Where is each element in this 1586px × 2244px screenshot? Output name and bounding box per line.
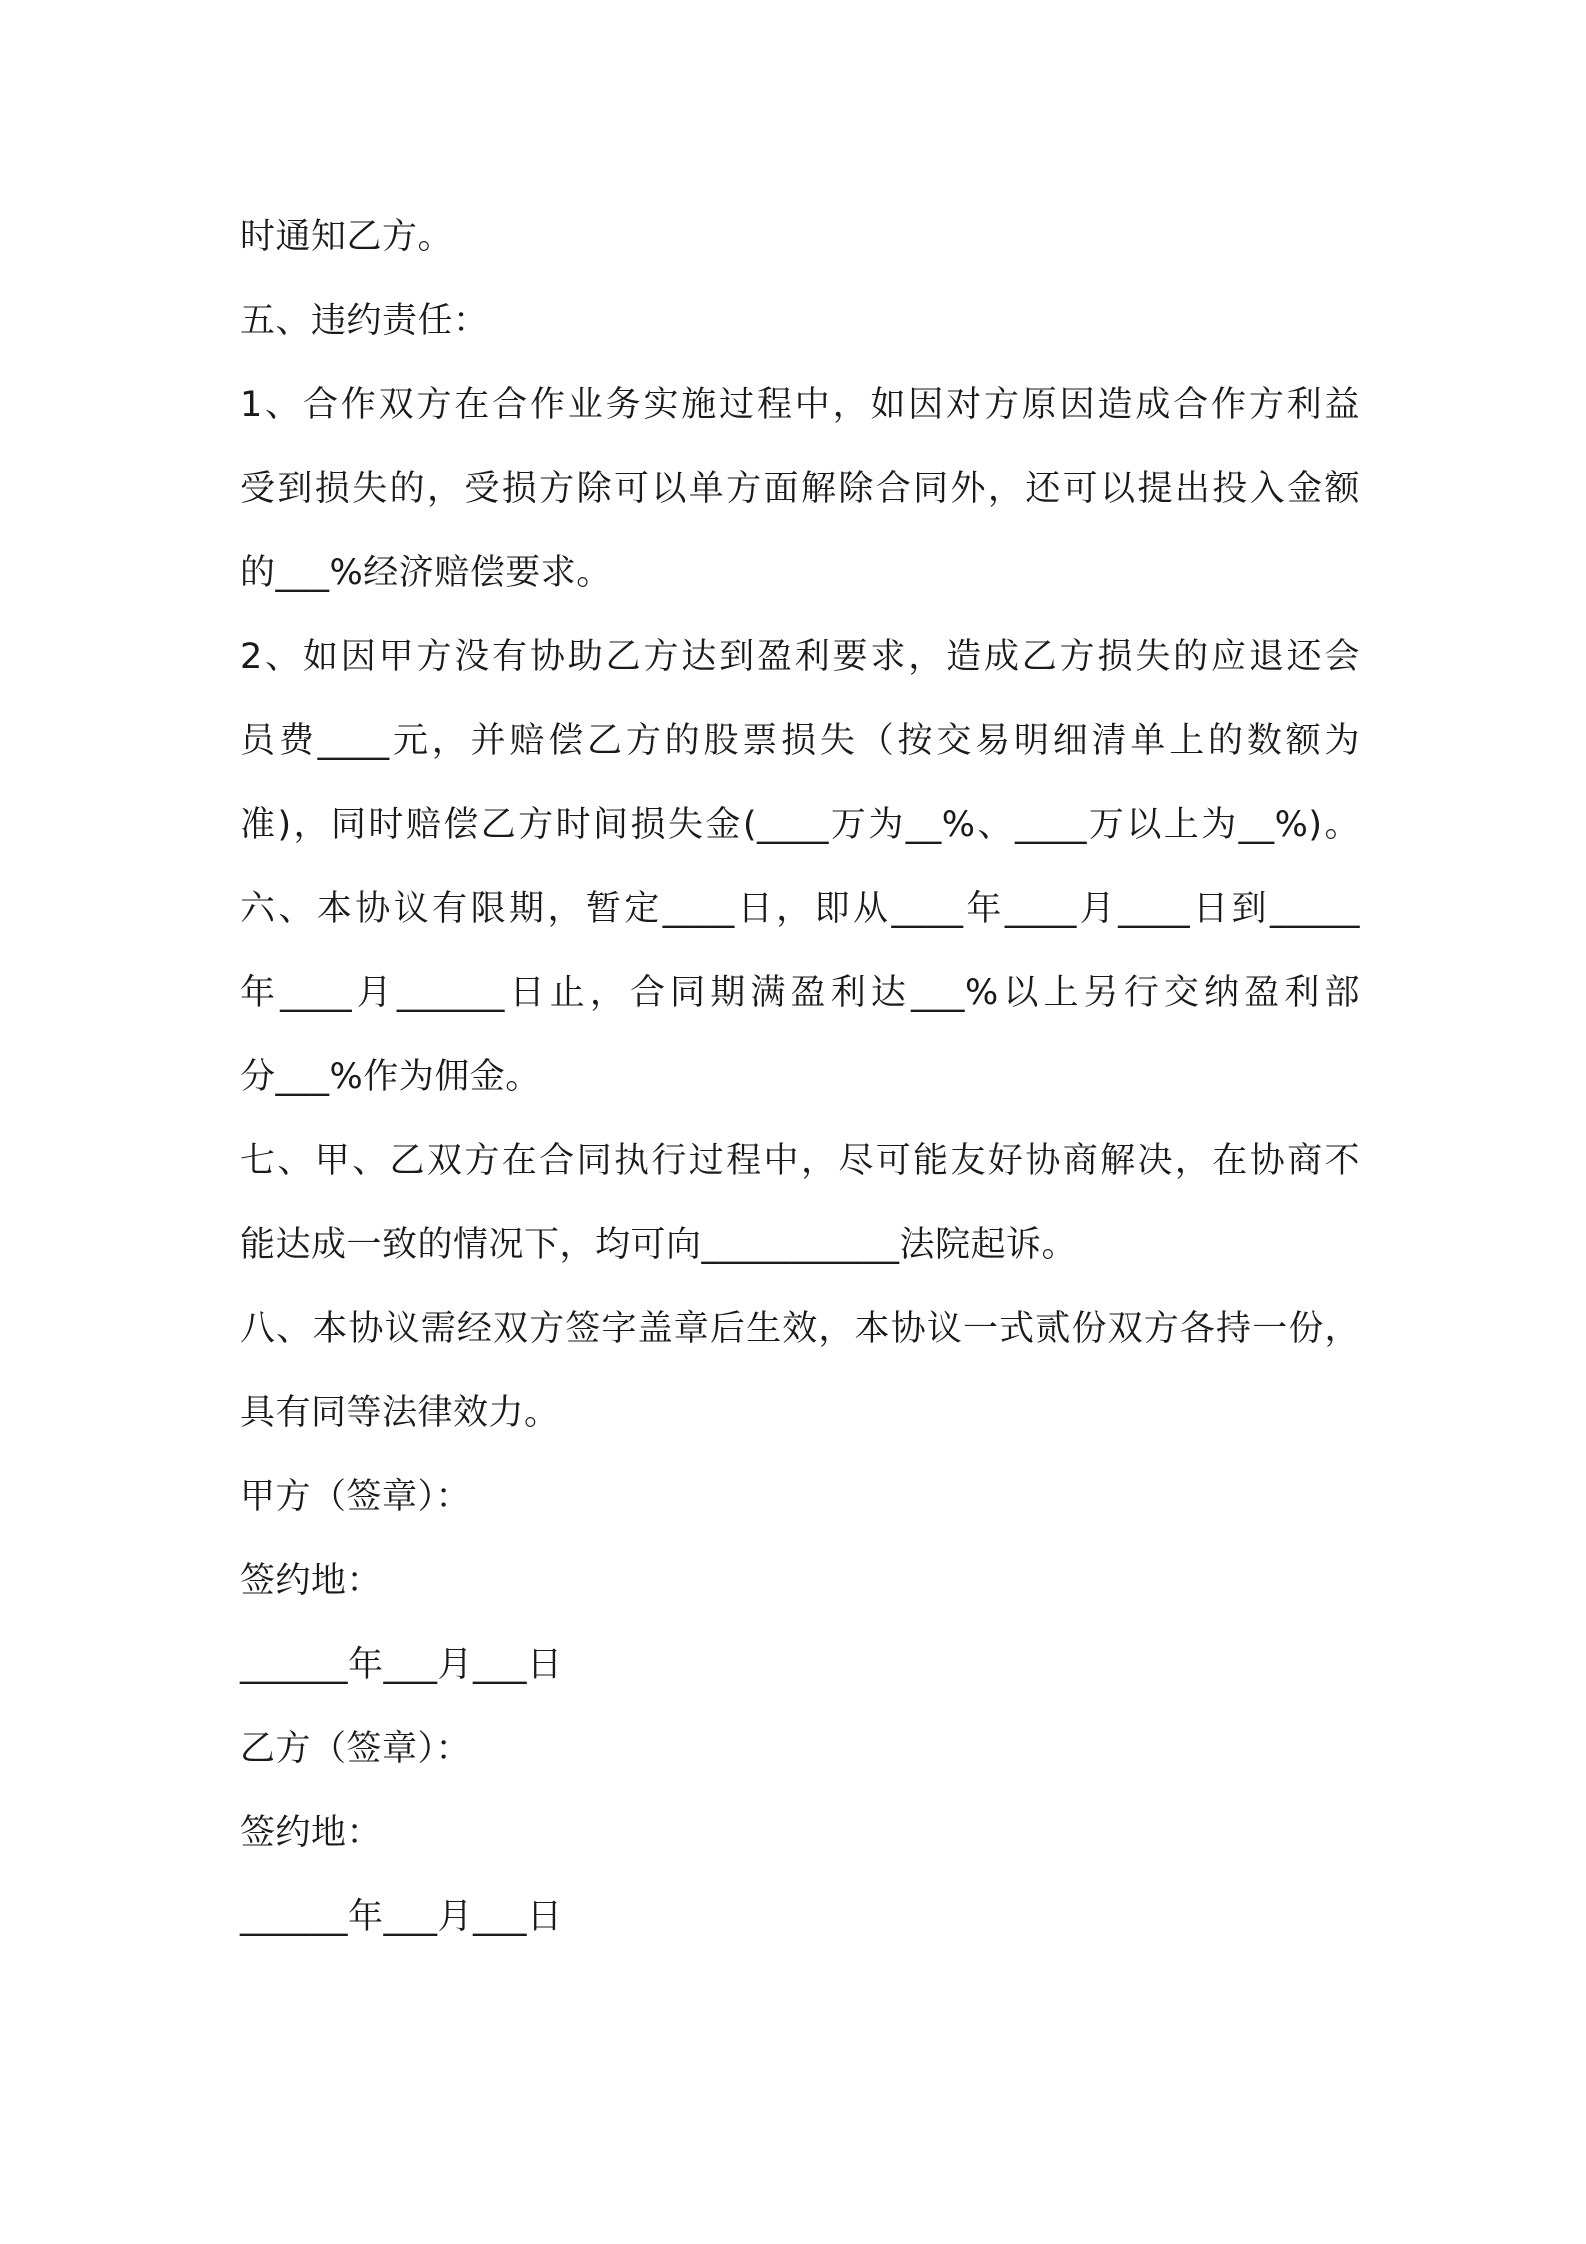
clause-1-line-2: 受到损失的，受损方除可以单方面解除合同外，还可以提出投入金额 xyxy=(240,469,1360,509)
clause-2-line-2: 员费____元，并赔偿乙方的股票损失（按交易明细清单上的数额为 xyxy=(240,721,1360,761)
party-a-signing-place-label: 签约地： xyxy=(240,1561,383,1601)
party-a-date-line: ______年___月___日 xyxy=(240,1645,563,1685)
party-b-signing-place-label: 签约地： xyxy=(240,1813,383,1853)
section-7-line-1: 七、甲、乙双方在合同执行过程中，尽可能友好协商解决，在协商不 xyxy=(240,1141,1360,1181)
clause-2-line-1: 2、如因甲方没有协助乙方达到盈利要求，造成乙方损失的应退还会 xyxy=(240,637,1360,677)
section-7-line-2: 能达成一致的情况下，均可向___________法院起诉。 xyxy=(240,1225,1078,1265)
section-6-line-1: 六、本协议有限期，暂定____日，即从____年____月____日到_____ xyxy=(240,889,1360,929)
clause-1-line-1: 1、合作双方在合作业务实施过程中，如因对方原因造成合作方利益 xyxy=(240,385,1360,425)
section-8-line-2: 具有同等法律效力。 xyxy=(240,1393,560,1433)
clause-1-line-3: 的___%经济赔偿要求。 xyxy=(240,553,612,593)
section-6-line-3: 分___%作为佣金。 xyxy=(240,1057,541,1097)
text-line-notify: 时通知乙方。 xyxy=(240,217,454,257)
document-body xyxy=(240,195,1360,1959)
clause-2-line-3: 准)，同时赔偿乙方时间损失金(____万为__%、____万以上为__%)。 xyxy=(240,805,1360,845)
section-6-line-2: 年____月______日止，合同期满盈利达___%以上另行交纳盈利部 xyxy=(240,973,1360,1013)
party-a-signature-label: 甲方（签章）： xyxy=(240,1477,472,1517)
section-8-line-1: 八、本协议需经双方签字盖章后生效，本协议一式贰份双方各持一份， xyxy=(240,1309,1360,1349)
section-heading-breach: 五、违约责任： xyxy=(240,301,489,341)
party-b-signature-label: 乙方（签章）： xyxy=(240,1729,472,1769)
party-b-date-line: ______年___月___日 xyxy=(240,1897,563,1937)
